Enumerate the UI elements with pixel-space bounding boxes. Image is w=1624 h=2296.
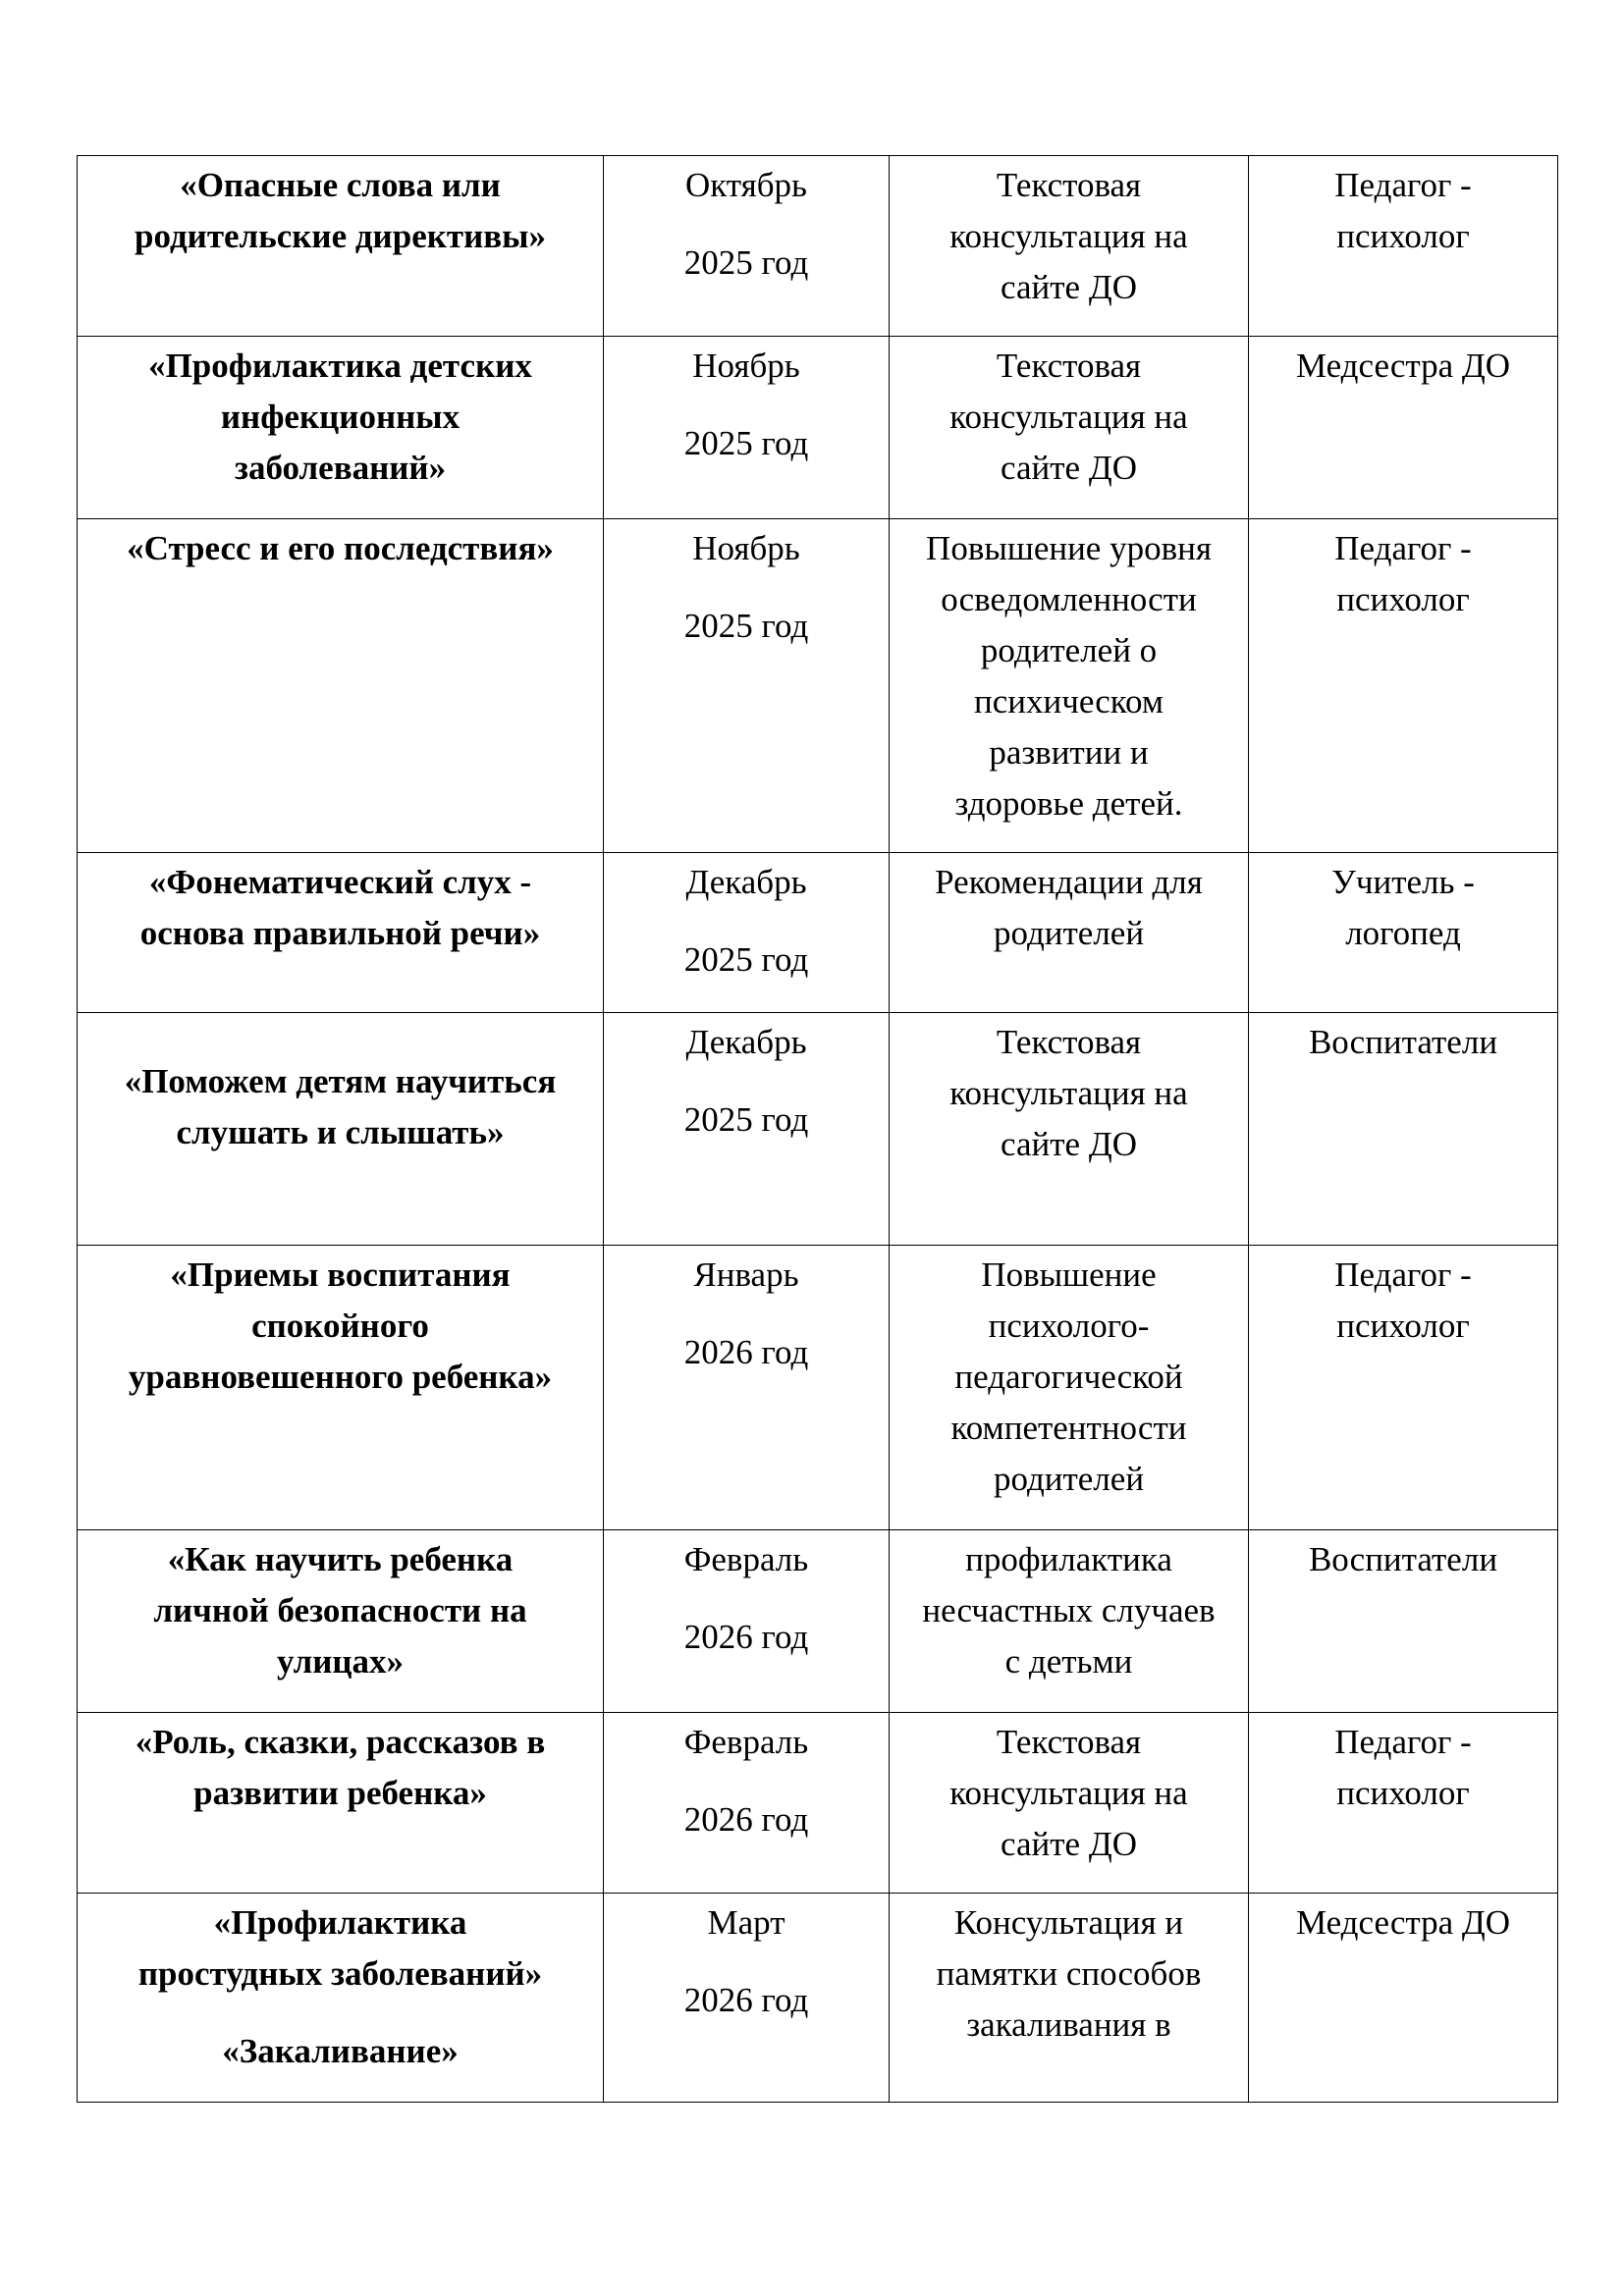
date-year: 2026 год (683, 1981, 809, 2019)
form-line: сайте ДО (1001, 1125, 1137, 1163)
table-row (78, 1530, 1558, 1713)
form-line: компетентности (950, 1409, 1187, 1447)
date-cell (604, 1530, 890, 1713)
form-line: закаливания в (966, 2005, 1171, 2044)
form-cell (890, 337, 1249, 519)
responsible-cell (1249, 1713, 1558, 1894)
topic-line: «Профилактика детских (148, 347, 532, 385)
form-line: памятки способов (936, 1954, 1202, 1993)
date-year: 2026 год (683, 1800, 809, 1839)
topic-cell (78, 1894, 604, 2103)
responsible-cell (1249, 853, 1558, 1013)
date-year: 2025 год (683, 607, 809, 645)
date-month: Март (707, 1903, 785, 1942)
form-line: консультация на (949, 217, 1188, 255)
form-line: консультация на (949, 1074, 1188, 1112)
table-row (78, 1713, 1558, 1894)
topic-line: «Опасные слова или (180, 166, 501, 204)
responsible-cell (1249, 519, 1558, 853)
table-row (78, 337, 1558, 519)
responsible-line: психолог (1336, 1774, 1470, 1812)
topic-line: спокойного (251, 1307, 429, 1345)
responsible-line: Медсестра ДО (1295, 347, 1511, 385)
table-row (78, 1246, 1558, 1530)
topic-line: «Фонематический слух - (148, 863, 532, 901)
topic-line: «Стресс и его последствия» (127, 529, 554, 567)
topic-line: «Поможем детям научиться (124, 1062, 557, 1100)
form-line: профилактика (965, 1540, 1172, 1578)
form-line: Текстовая (996, 1723, 1142, 1761)
form-line: Повышение уровня (926, 529, 1212, 567)
topic-line: заболеваний» (234, 449, 447, 487)
date-cell (604, 156, 890, 337)
responsible-line: Педагог - (1334, 1723, 1472, 1761)
date-year: 2025 год (683, 940, 809, 979)
form-line: с детьми (1004, 1642, 1133, 1681)
form-line: развитии и (989, 733, 1149, 772)
topic-cell (78, 1530, 604, 1713)
form-cell (890, 1246, 1249, 1530)
responsible-cell (1249, 1013, 1558, 1246)
date-month: Январь (693, 1255, 799, 1294)
topic-line: «Приемы воспитания (170, 1255, 511, 1294)
table-row (78, 519, 1558, 853)
date-month: Февраль (683, 1540, 809, 1578)
date-year: 2026 год (683, 1618, 809, 1656)
date-year: 2025 год (683, 424, 809, 462)
table-row (78, 156, 1558, 337)
form-line: Повышение (981, 1255, 1157, 1294)
form-cell (890, 853, 1249, 1013)
responsible-cell (1249, 337, 1558, 519)
date-cell (604, 1894, 890, 2103)
topic-cell (78, 519, 604, 853)
responsible-line: Учитель - (1331, 863, 1475, 901)
topic-line: улицах» (276, 1642, 405, 1681)
responsible-line: Воспитатели (1308, 1540, 1498, 1578)
form-line: консультация на (949, 1774, 1188, 1812)
topic-line: «Роль, сказки, рассказов в (135, 1723, 546, 1761)
topic-cell (78, 1713, 604, 1894)
form-cell (890, 1013, 1249, 1246)
responsible-line: Медсестра ДО (1295, 1903, 1511, 1942)
topic-spacer (91, 2000, 589, 2026)
topic-line: личной безопасности на (153, 1591, 527, 1629)
form-line: здоровье детей. (954, 784, 1183, 823)
form-line: родителей (993, 914, 1145, 952)
plan-table (77, 155, 1558, 2103)
responsible-line: Педагог - (1334, 529, 1472, 567)
form-line: сайте ДО (1001, 268, 1137, 306)
form-line: психическом (974, 682, 1164, 721)
form-line: Текстовая (996, 166, 1142, 204)
topic-line: слушать и слышать» (176, 1113, 505, 1151)
date-cell (604, 337, 890, 519)
topic-line: «Профилактика (213, 1903, 467, 1942)
date-year: 2025 год (683, 1100, 809, 1139)
form-cell (890, 519, 1249, 853)
topic-cell (78, 156, 604, 337)
responsible-line: Педагог - (1334, 166, 1472, 204)
form-line: несчастных случаев (922, 1591, 1216, 1629)
form-cell (890, 156, 1249, 337)
form-line: Рекомендации для (935, 863, 1203, 901)
responsible-cell (1249, 1530, 1558, 1713)
date-year: 2026 год (683, 1333, 809, 1371)
topic-cell (78, 337, 604, 519)
topic-line: основа правильной речи» (139, 914, 541, 952)
responsible-line: логопед (1345, 914, 1461, 952)
form-line: родителей (993, 1460, 1145, 1498)
form-line: Консультация и (953, 1903, 1184, 1942)
date-year: 2025 год (683, 243, 809, 282)
responsible-line: Воспитатели (1308, 1023, 1498, 1061)
form-line: Текстовая (996, 1023, 1142, 1061)
table-row (78, 1894, 1558, 2103)
plan-table-body (78, 156, 1558, 2103)
topic-line: «Закаливание» (222, 2032, 459, 2070)
date-cell (604, 1713, 890, 1894)
date-month: Декабрь (685, 1023, 807, 1061)
form-line: сайте ДО (1001, 1825, 1137, 1863)
form-line: педагогической (954, 1358, 1183, 1396)
topic-line: уравновешенного ребенка» (128, 1358, 553, 1396)
responsible-line: психолог (1336, 580, 1470, 618)
form-line: Текстовая (996, 347, 1142, 385)
date-month: Ноябрь (692, 347, 800, 385)
form-line: осведомленности (941, 580, 1197, 618)
form-cell (890, 1530, 1249, 1713)
topic-line: простудных заболеваний» (137, 1954, 543, 1993)
date-month: Февраль (683, 1723, 809, 1761)
form-line: родителей о (980, 631, 1158, 669)
topic-line: «Как научить ребенка (167, 1540, 514, 1578)
form-cell (890, 1894, 1249, 2103)
date-month: Октябрь (684, 166, 808, 204)
responsible-cell (1249, 1246, 1558, 1530)
table-row (78, 853, 1558, 1013)
form-cell (890, 1713, 1249, 1894)
responsible-line: Педагог - (1334, 1255, 1472, 1294)
date-month: Ноябрь (692, 529, 800, 567)
date-cell (604, 853, 890, 1013)
date-cell (604, 1246, 890, 1530)
date-cell (604, 1013, 890, 1246)
responsible-line: психолог (1336, 217, 1470, 255)
responsible-cell (1249, 1894, 1558, 2103)
topic-cell (78, 853, 604, 1013)
date-month: Декабрь (685, 863, 807, 901)
responsible-line: психолог (1336, 1307, 1470, 1345)
topic-line: родительские директивы» (135, 217, 546, 255)
form-line: консультация на (949, 398, 1188, 436)
table-row (78, 1013, 1558, 1246)
responsible-cell (1249, 156, 1558, 337)
topic-cell (78, 1013, 604, 1246)
topic-line: развитии ребенка» (193, 1774, 487, 1812)
form-line: психолого- (988, 1307, 1150, 1345)
topic-cell (78, 1246, 604, 1530)
date-cell (604, 519, 890, 853)
topic-line: инфекционных (220, 398, 460, 436)
form-line: сайте ДО (1001, 449, 1137, 487)
